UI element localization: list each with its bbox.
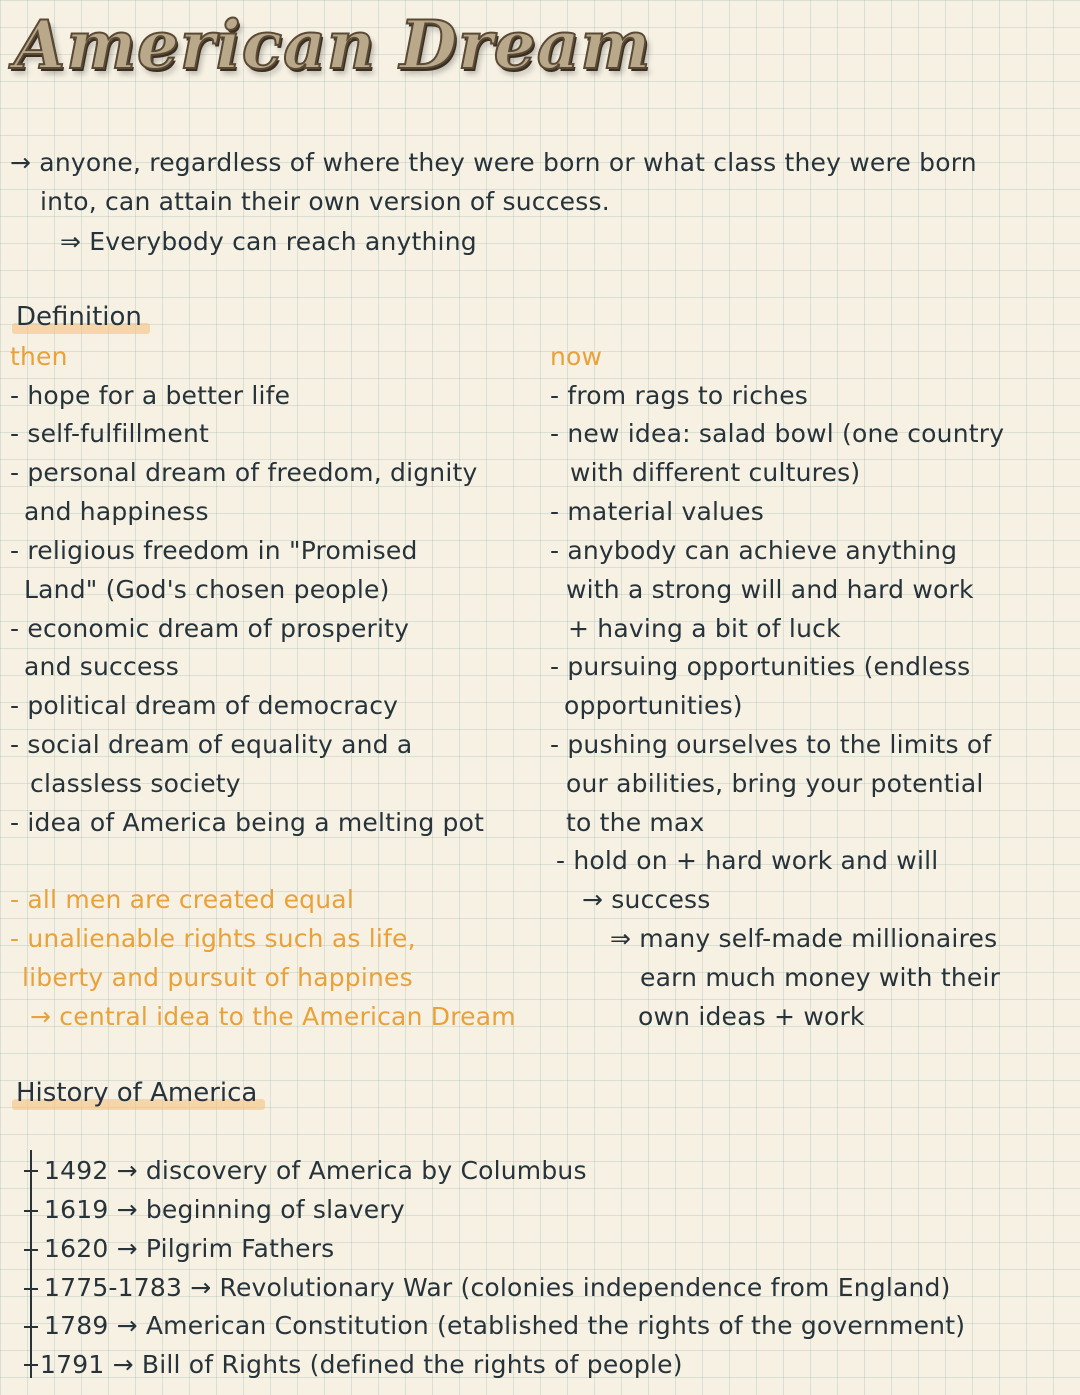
intro-line: → anyone, regardless of where they were born or what class they were born — [10, 148, 977, 177]
then-item: - social dream of equality and a — [10, 730, 413, 759]
now-item: ⇒ many self-made millionaires — [610, 924, 998, 953]
now-item: opportunities) — [564, 691, 743, 720]
history-heading — [16, 1073, 257, 1113]
now-item: - from rags to riches — [550, 381, 808, 410]
then-item: classless society — [30, 769, 241, 798]
history-heading-text: History of America — [16, 1073, 257, 1113]
now-item: to the max — [566, 808, 705, 837]
then-item: - economic dream of prosperity — [10, 614, 410, 643]
then-label: then — [10, 342, 68, 371]
timeline-tick — [24, 1364, 38, 1366]
timeline-event: 1619 → beginning of slavery — [44, 1195, 405, 1224]
now-item: - anybody can achieve anything — [550, 536, 958, 565]
now-label: now — [550, 342, 603, 371]
now-item: with different cultures) — [570, 458, 861, 487]
page-title: American Dream — [14, 6, 652, 84]
then-item: Land" (God's chosen people) — [24, 575, 390, 604]
then-item: and success — [24, 652, 179, 681]
timeline-event: 1492 → discovery of America by Columbus — [44, 1156, 587, 1185]
definition-heading-text: Definition — [16, 297, 142, 337]
now-item: own ideas + work — [638, 1002, 865, 1031]
timeline-event: 1789 → American Constitution (etablished the rights of the government) — [44, 1311, 966, 1340]
timeline-tick — [24, 1170, 38, 1172]
now-item: - pushing ourselves to the limits of — [550, 730, 992, 759]
now-item: - new idea: salad bowl (one country — [550, 419, 1005, 448]
then-item: - self-fulfillment — [10, 419, 209, 448]
intro-line: into, can attain their own version of success. — [40, 187, 610, 216]
timeline-tick — [24, 1326, 38, 1328]
then-item: - idea of America being a melting pot — [10, 808, 485, 837]
then-item: - hope for a better life — [10, 381, 291, 410]
now-item: + having a bit of luck — [568, 614, 841, 643]
definition-heading — [16, 297, 142, 337]
timeline-tick — [24, 1249, 38, 1251]
now-item: - hold on + hard work and will — [556, 846, 939, 875]
then-item: and happiness — [24, 497, 209, 526]
now-item: - pursuing opportunities (endless — [550, 652, 971, 681]
then-highlight-item: liberty and pursuit of happines — [22, 963, 413, 992]
intro-conclusion: ⇒ Everybody can reach anything — [60, 227, 477, 256]
timeline-event: 1791 → Bill of Rights (defined the rights of people) — [40, 1350, 683, 1379]
now-item: earn much money with their — [640, 963, 1001, 992]
timeline-event: 1775-1783 → Revolutionary War (colonies independence from England) — [44, 1273, 951, 1302]
then-item: - political dream of democracy — [10, 691, 399, 720]
timeline-line — [30, 1150, 32, 1378]
then-item: - religious freedom in "Promised — [10, 536, 418, 565]
now-item: with a strong will and hard work — [566, 575, 974, 604]
now-item: - material values — [550, 497, 764, 526]
now-item: our abilities, bring your potential — [566, 769, 984, 798]
timeline-tick — [24, 1288, 38, 1290]
then-highlight-item: - all men are created equal — [10, 885, 354, 914]
then-item: - personal dream of freedom, dignity — [10, 458, 478, 487]
now-item: → success — [582, 885, 711, 914]
timeline-event: 1620 → Pilgrim Fathers — [44, 1234, 335, 1263]
then-highlight-item: - unalienable rights such as life, — [10, 924, 416, 953]
then-highlight-item: → central idea to the American Dream — [30, 1002, 516, 1031]
timeline-tick — [24, 1210, 38, 1212]
